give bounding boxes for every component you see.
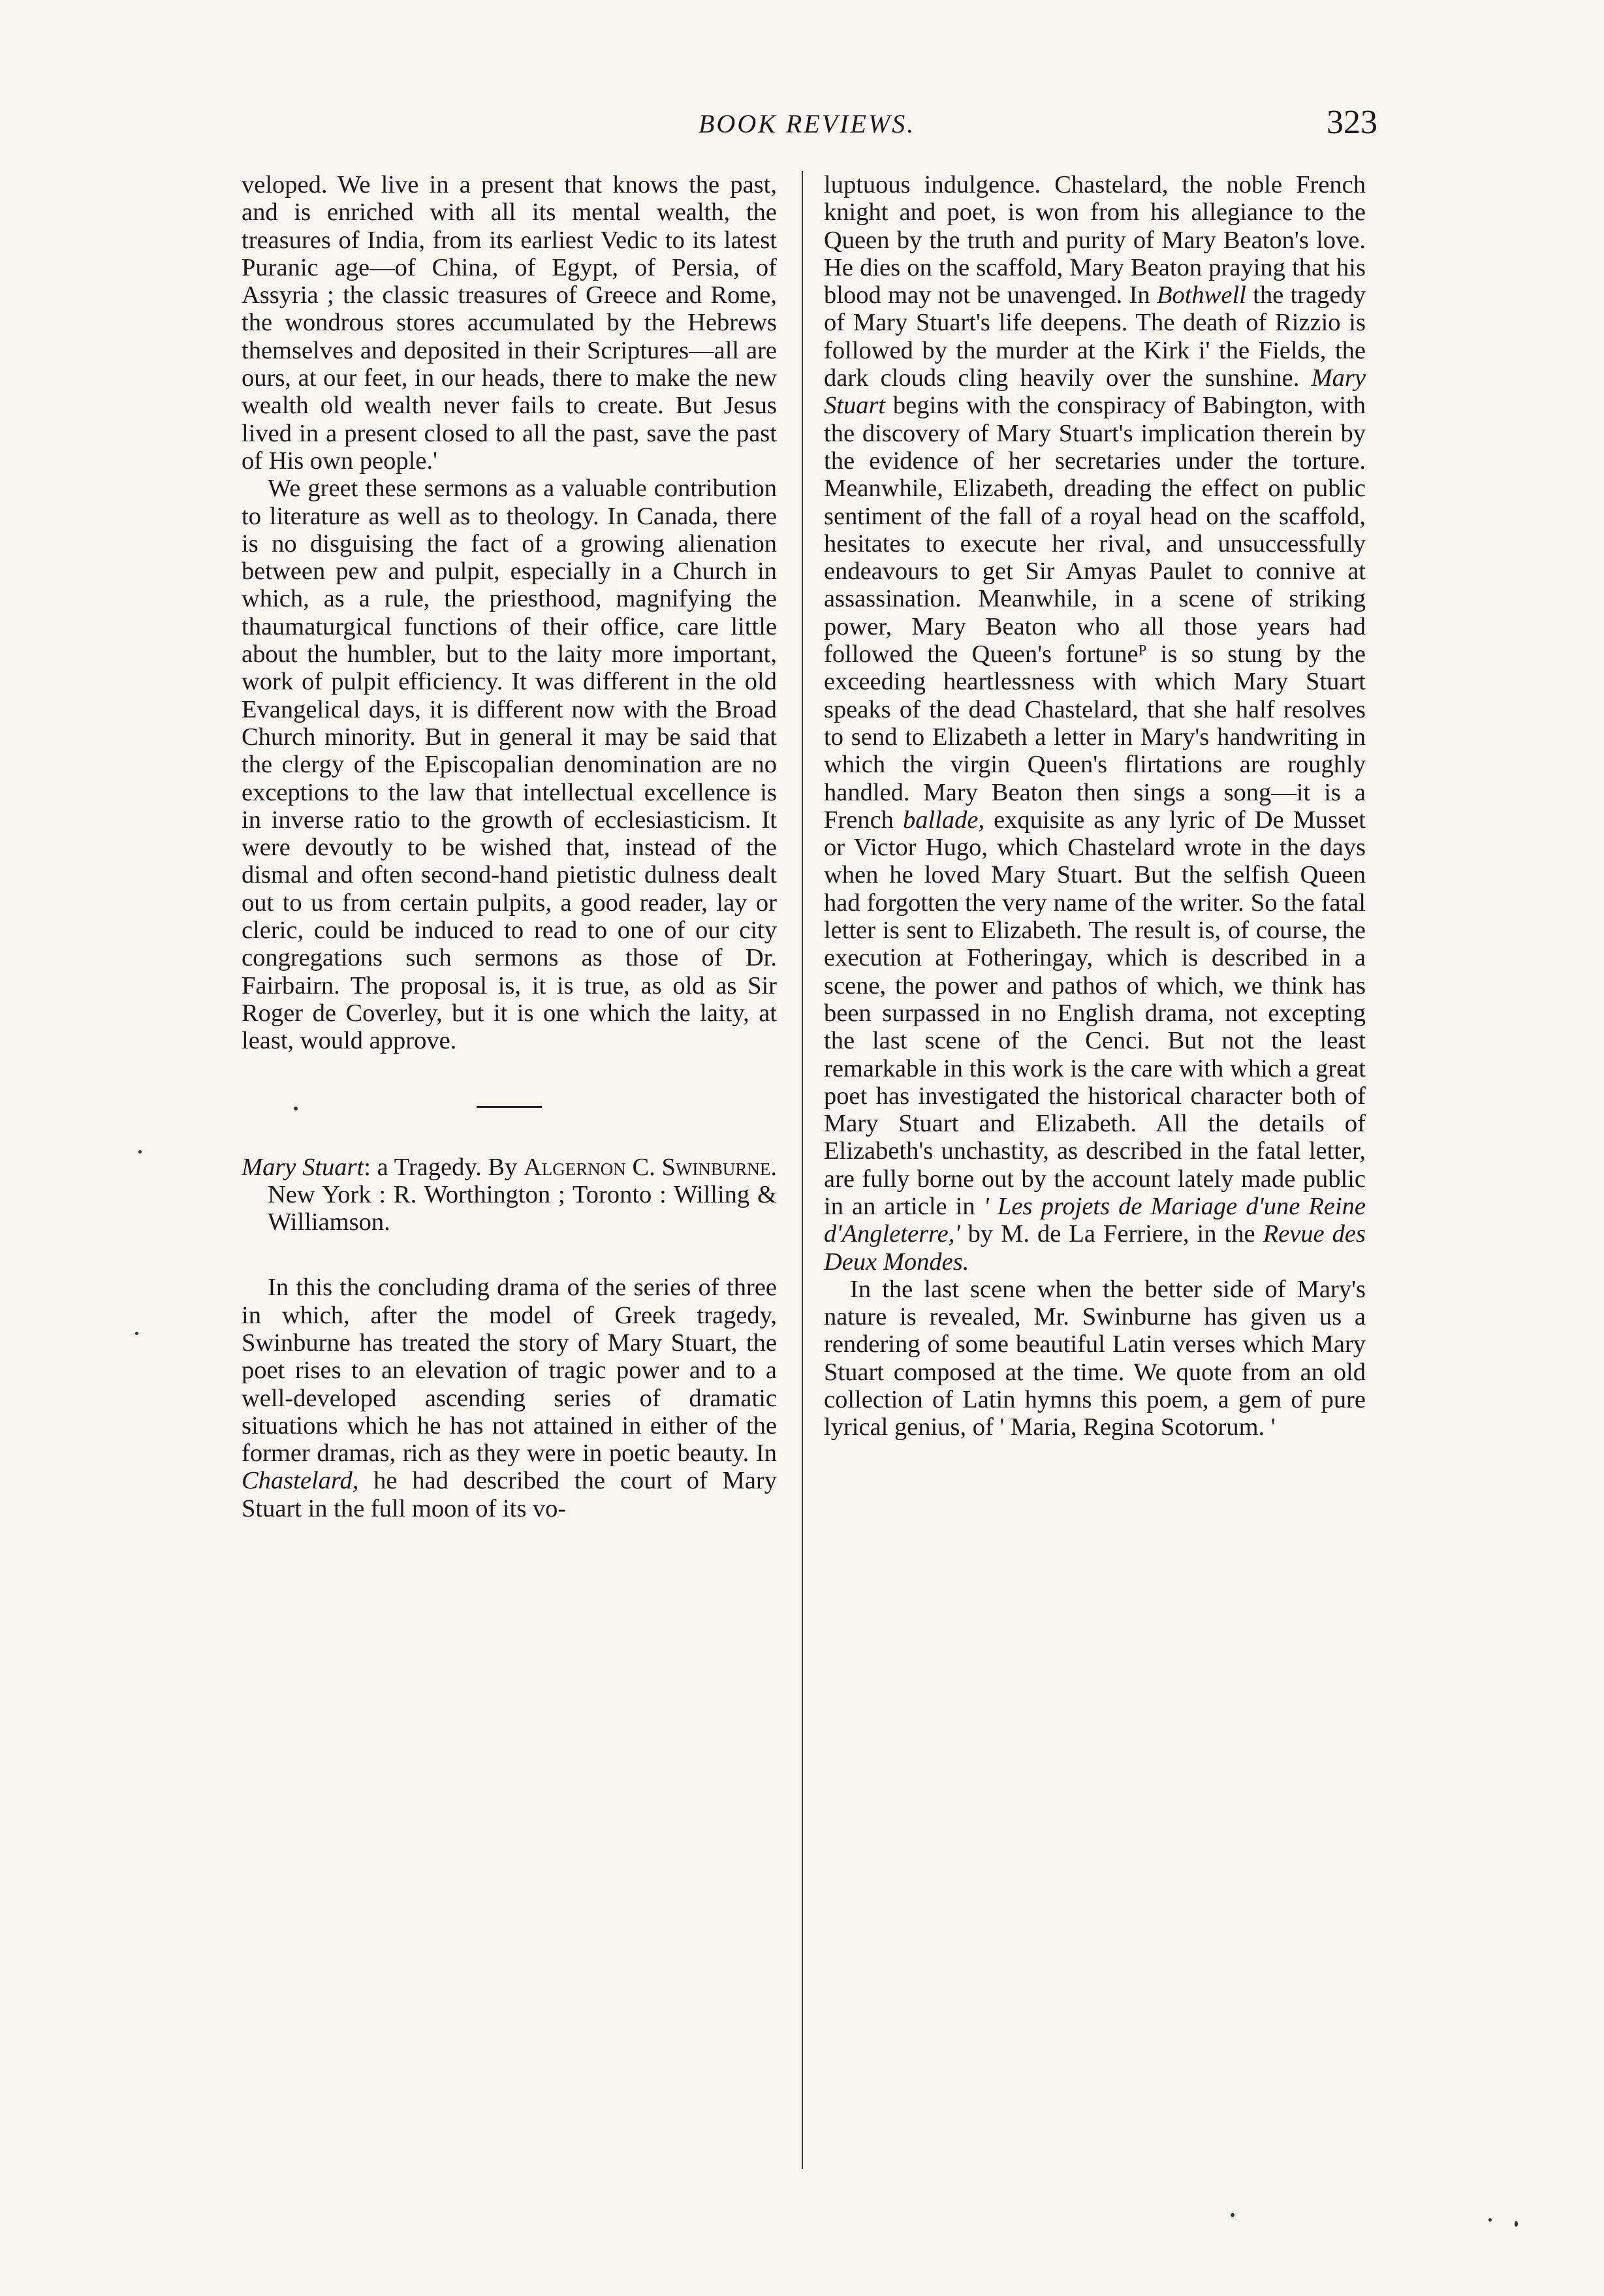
- paragraph-sermons-review: We greet these sermons as a valuable contribution to literature as well as to theology. In Canada, there is no disguising the fact of a growing alienation between pew and pulpit, especially in a Church in which, as a rule, the priesthood, magnifying the thaumaturgical functions of their office, care little about the humbler, but to the laity more important, work of pulpit efficiency. It was different in the old Evangelical days, it is different now with the Broad Church minority. But in general it may be said that the clergy of the Episcopalian denomination are no exceptions to the law that intellectual excellence is in inverse ratio to the growth of ecclesiasticism. It were devoutly to be wished that, instead of the dismal and often second-hand pietistic dulness dealt out to us from certain pulpits, a good reader, lay or cleric, could be induced to read to one of our city congregations such sermons as those of Dr. Fairbairn. The proposal is, it is true, as old as Sir Roger de Coverley, but it is one which the laity, at least, would approve.: [242, 475, 777, 1055]
- review-book-title: Mary Stuart: [242, 1153, 364, 1181]
- left-column: [242, 171, 777, 1522]
- section-divider: [477, 1106, 542, 1108]
- text-run: begins with the conspiracy of Babington, with the discovery of Mary Stuart's implication therein by the evidence of her secretaries under the torture. Meanwhile, Elizabeth, dreading the effect on public sentiment of the fall of a royal head on the scaffold, hesitates to execute her rival, and unsuccessfully endeavours to get Sir Amyas Paulet to connive at assassination. Meanwhile, in a scene of striking power, Mary Beaton who all those years had followed the Queen's fortuneᴾ is so stung by the exceeding heartlessness with which Mary Stuart speaks of the dead Chastelard, that she half resolves to send to Elizabeth a letter in Mary's handwriting in which the virgin Queen's flirtations are roughly handled. Mary Beaton then sings a song—it is a French: [824, 392, 1366, 834]
- text-run: he had described the court of Mary Stuart in the full moon of its vo-: [242, 1467, 777, 1522]
- running-title: BOOK REVIEWS.: [699, 109, 916, 138]
- italic-title-mary-stuart: Mary Stuart: [824, 364, 1366, 420]
- review-book-desc: : a Tragedy. By: [364, 1153, 524, 1181]
- text-run: exquisite as any lyric of De Musset or Victor Hugo, which Chastelard wrote in the days when he loved Mary Stuart. But the selfish Queen had forgotten the very name of the writer. So the fatal letter is sent to Elizabeth. The result is, of course, the execution at Fotheringay, which is described in a scene, the power and pathos of which, we think has been surpassed in no English drama, not excepting the last scene of the Cenci. But not the least remarkable in this work is the care with which a great poet has investigated the historical character both of Mary Stuart and Elizabeth. All the details of Elizabeth's unchastity, as described in the fatal letter, are fully borne out by the account lately made public in an article in: [824, 806, 1366, 1220]
- italic-title-chastelard: Chastelard,: [242, 1467, 359, 1495]
- italic-title-bothwell: Bothwell: [1156, 281, 1246, 309]
- scan-speck: [1488, 2218, 1492, 2222]
- scan-speck: [1515, 2221, 1518, 2227]
- column-divider: [802, 171, 803, 2169]
- text-run: the tragedy of Mary Stuart's life deepens. The death of Rizzio is followed by the murder at the Kirk i' the Fields, the dark clouds cling heavily over the sunshine.: [824, 281, 1366, 392]
- scan-speck: [138, 1150, 142, 1154]
- paragraph-drama-summary: [824, 171, 1366, 1276]
- paragraph-mary-stuart-intro: [242, 1274, 777, 1522]
- page-header: [242, 103, 1377, 149]
- text-run: In this the concluding drama of the series of three in which, after the model of Greek tragedy, Swinburne has treated the story of Mary Stuart, the poet rises to an elevation of tragic power and to a well-developed ascending series of dramatic situations which he has not attained in either of the former dramas, rich as they were in poetic beauty. In: [242, 1274, 777, 1468]
- italic-word-ballade: ballade,: [902, 806, 985, 834]
- review-heading: [242, 1154, 777, 1236]
- text-run: by M. de La Ferriere, in the: [960, 1220, 1263, 1248]
- page-number: 323: [1327, 104, 1377, 141]
- paragraph-last-scene: In the last scene when the better side of Mary's nature is revealed, Mr. Swinburne has given us a rendering of some beautiful Latin verses which Mary Stuart composed at the time. We quote from an old collection of Latin hymns this poem, a gem of pure lyrical genius, of ' Maria, Regina Scotorum. ': [824, 1275, 1366, 1441]
- italic-journal-title: Revue des Deux Mondes.: [824, 1220, 1366, 1276]
- scan-speck: [1231, 2213, 1234, 2217]
- text-run: luptuous indulgence. Chastelard, the noble French knight and poet, is won from his allegiance to the Queen by the truth and purity of Mary Beaton's love. He dies on the scaffold, Mary Beaton praying that his blood may not be unavenged. In: [824, 171, 1366, 309]
- right-column: [824, 171, 1366, 1441]
- italic-article-title: ' Les projets de Mariage d'une Reine d'Angleterre,': [824, 1192, 1366, 1248]
- review-author: Algernon C. Swinburne.: [524, 1153, 777, 1181]
- paragraph-continued: veloped. We live in a present that knows the past, and is enriched with all its mental wealth, the treasures of India, from its earliest Vedic to its latest Puranic age—of China, of Egypt, of Persia, of Assyria ; the classic treasures of Greece and Rome, the wondrous stores accumulated by the Hebrews themselves and deposited in their Scriptures—all are ours, at our feet, in our heads, there to make the new wealth old wealth never fails to create. But Jesus lived in a present closed to all the past, save the past of His own people.': [242, 171, 777, 475]
- review-publisher: New York : R. Worthington ; Toronto : Willing & Williamson.: [268, 1180, 777, 1236]
- scan-speck: [135, 1332, 138, 1335]
- scan-speck: [294, 1107, 298, 1110]
